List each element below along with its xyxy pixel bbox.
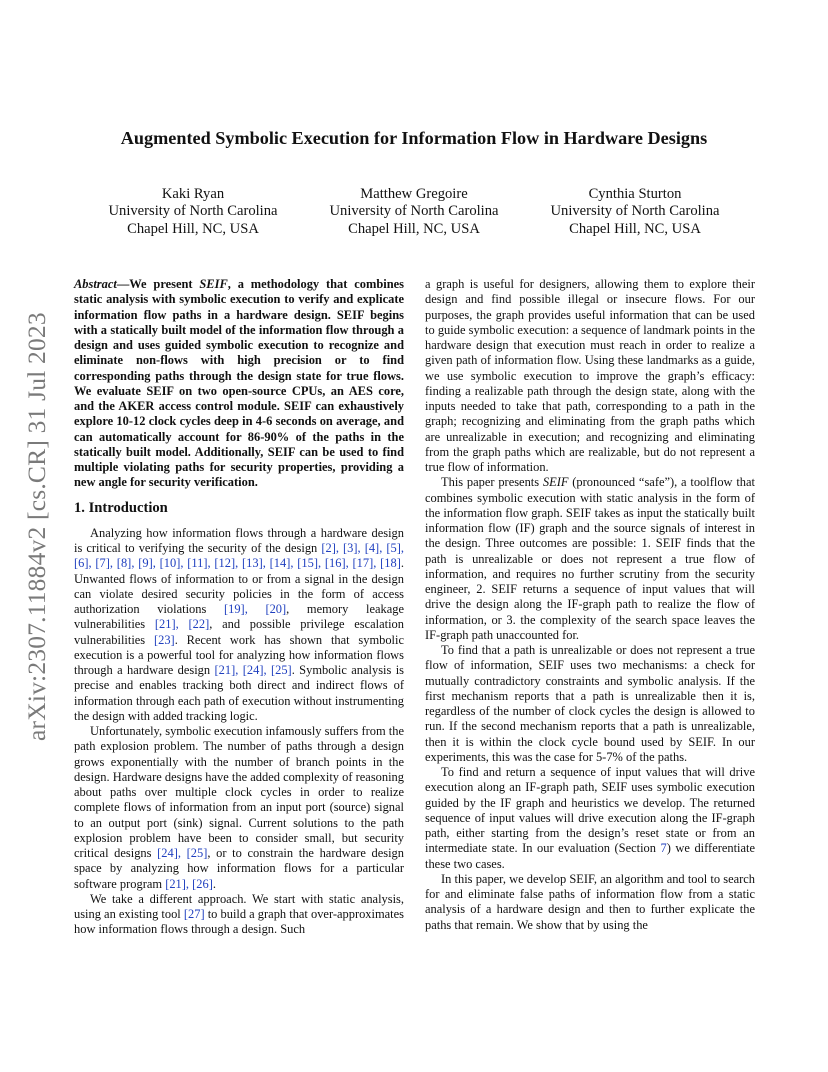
paragraph-text: Unfortunately, symbolic execution infamously suffers from the path explosion problem. The number of paths through a design grows exponentially with the number of branch points in the design. Hardware designs have the added complexity of reasoning about paths over multiple clock cycles in order to realize complete flows of information from an input port (source) signal to an output port (sink) signal. Current solutions to the path explosion problem have been to consider small, but security critical designs [74,724,404,860]
paragraph-text: We take a different approach. We start with static analysis, using an existing tool [74,891,404,921]
right-paragraph-5: In this paper, we develop SEIF, an algorithm and tool to search for and eliminate false paths of information flow from a static analysis of a hardware design and then to further explicate the paths that remain. We show that by using the [425,871,755,932]
author-2 [307,186,521,238]
right-column [425,277,755,933]
author-affiliation: University of North Carolina [108,203,278,220]
section-heading-introduction: 1. Introduction [74,499,168,516]
abstract-text-2: , a methodology that combines static analysis with symbolic execution to verify and explicate information flow paths in a hardware design. SEIF begins with a statically built model of the information flow through a design and uses guided symbolic execution to recognize and eliminate non-flows with high precision or to find corresponding paths through the design state for true flows. We evaluate SEIF on two open-source CPUs, an AES core, and the AKER access control module. SEIF can exhaustively explore 10-12 clock cycles deep in 4-6 seconds on average, and can automatically account for 86-90% of the paths in the statically built model. Additionally, SEIF can be used to find multiple violating paths for security properties, providing a new angle for security verification. [74,277,404,490]
paragraph-text: Analyzing how information flows through a hardware design is critical to verifying the security of the design [74,525,404,555]
author-3 [528,186,742,238]
seif-name: SEIF [542,475,569,490]
paper-title: Augmented Symbolic Execution for Information Flow in Hardware Designs [120,128,708,148]
citation-link[interactable]: [23] [153,632,175,647]
author-location: Chapel Hill, NC, USA [348,220,480,237]
abstract [74,277,404,491]
seif-name: SEIF [199,277,228,291]
author-name: Matthew Gregoire [360,186,468,202]
author-1 [86,186,300,238]
author-affiliation: University of North Carolina [329,203,499,220]
abstract-dash: — [116,277,130,291]
author-location: Chapel Hill, NC, USA [127,220,259,237]
paragraph-text: . Symbolic analysis is precise and enables tracking both direct and indirect flows of information through each path of execution without instrumenting the design with added tracking logic. [74,663,405,723]
citation-link[interactable]: [21], [22] [154,617,210,632]
paragraph-text: , memory leakage vulnerabilities [74,602,404,632]
paragraph-text: ) we differentiate these two cases. [425,841,756,871]
paragraph-text: . Unwanted flows of information to or from a signal in the design can violate desired security policies in the form of access authorization violations [74,556,404,616]
right-paragraph-1: a graph is useful for designers, allowing them to explore their design and find possible illegal or insecure flows. For our purposes, the graph provides useful information that can be used to guide symbolic execution: a sequence of landmark points in the hardware design that execution must reach in order to realize a given path of information flow. Using these landmarks as a guide, we use symbolic execution to improve the graph’s efficacy: finding a realizable path through the design state, along with the inputs needed to take that path, corresponding to a path in the graph; recognizing and eliminating from the graph paths which are unrealizable in execution; and recognizing and eliminating from the graph paths which are realizable, but do not represent a true flow of information. [425,277,755,474]
right-paragraph-3: To find that a path is unrealizable or does not represent a true flow of information, SEIF uses two mechanisms: a check for mutually contradictory constraints and symbolic analysis. If the first mechanism reports that a path is unrealizable then it is, regardless of the number of clock cycles the design is allowed to run. If the second mechanism reports that a path is unrealizable, then it is within the clock cycle bound used by SEIF. In our experiments, this was the case for 5-7% of the paths. [425,643,755,764]
citation-link[interactable]: [2], [3], [4], [5], [6], [7], [8], [9], [10], [11], [12], [13], [14], [15], [16], [17], [18] [74,541,404,571]
author-location: Chapel Hill, NC, USA [569,220,701,237]
section-reference-link[interactable]: 7 [660,841,667,856]
abstract-label: Abstract [74,277,117,291]
paragraph-text: . [212,876,216,891]
paragraph-text: This paper presents [441,475,543,490]
intro-paragraph-1 [74,526,404,724]
arxiv-identifier: arXiv:2307.11884v2 [cs.CR] 31 Jul 2023 [22,312,51,742]
author-block [86,186,742,238]
paragraph-text: , and possible privilege escalation vulnerabilities [74,617,404,647]
citation-link[interactable]: [21], [26] [165,876,213,891]
citation-link[interactable]: [27] [183,907,205,921]
paragraph-text: to build a graph that over-approximates how information flows through a design. Such [74,907,404,937]
right-paragraph-2 [425,475,755,643]
paragraph-text: To find and return a sequence of input values that will drive execution along an IF-graph path, SEIF uses symbolic execution guided by the IF graph and heuristics we develop. The returned sequence of input values will drive execution along the IF-graph path, either starting from the design’s reset state or from an intermediate state. In our evaluation (Section [425,765,755,856]
citation-link[interactable]: [19], [20] [223,602,287,616]
author-name: Kaki Ryan [161,186,225,202]
intro-paragraph-2 [74,724,404,892]
paragraph-text: , or to constrain the hardware design space by analyzing how information flows for a particular software program [74,846,404,891]
paragraph-text: (pronounced “safe”), a toolflow that combines symbolic execution with static analysis in the form of the information flow graph. SEIF takes as input the statically built information flow (IF) graph and the source signals of interest in the design. Three outcomes are possible: 1. SEIF finds that the path is unrealizable or does not represent a true flow of information, and requires no further scrutiny from the security engineer, 2. SEIF returns a sequence of input values that will drive the design along the IF-graph path to realize the flow of information, or 3. the complexity of the search space leaves the IF-graph path unaccounted for. [425,475,755,642]
author-affiliation: University of North Carolina [550,203,720,220]
right-paragraph-4 [425,765,755,872]
author-name: Cynthia Sturton [588,186,682,202]
abstract-text-1: We present [129,277,200,291]
left-column [74,277,404,938]
citation-link[interactable]: [24], [25] [157,846,208,860]
citation-link[interactable]: [21], [24], [25] [214,663,292,677]
intro-paragraph-3 [74,892,404,938]
paragraph-text: . Recent work has shown that symbolic execution is a powerful tool for analyzing how information flows through a hardware design [74,632,404,677]
